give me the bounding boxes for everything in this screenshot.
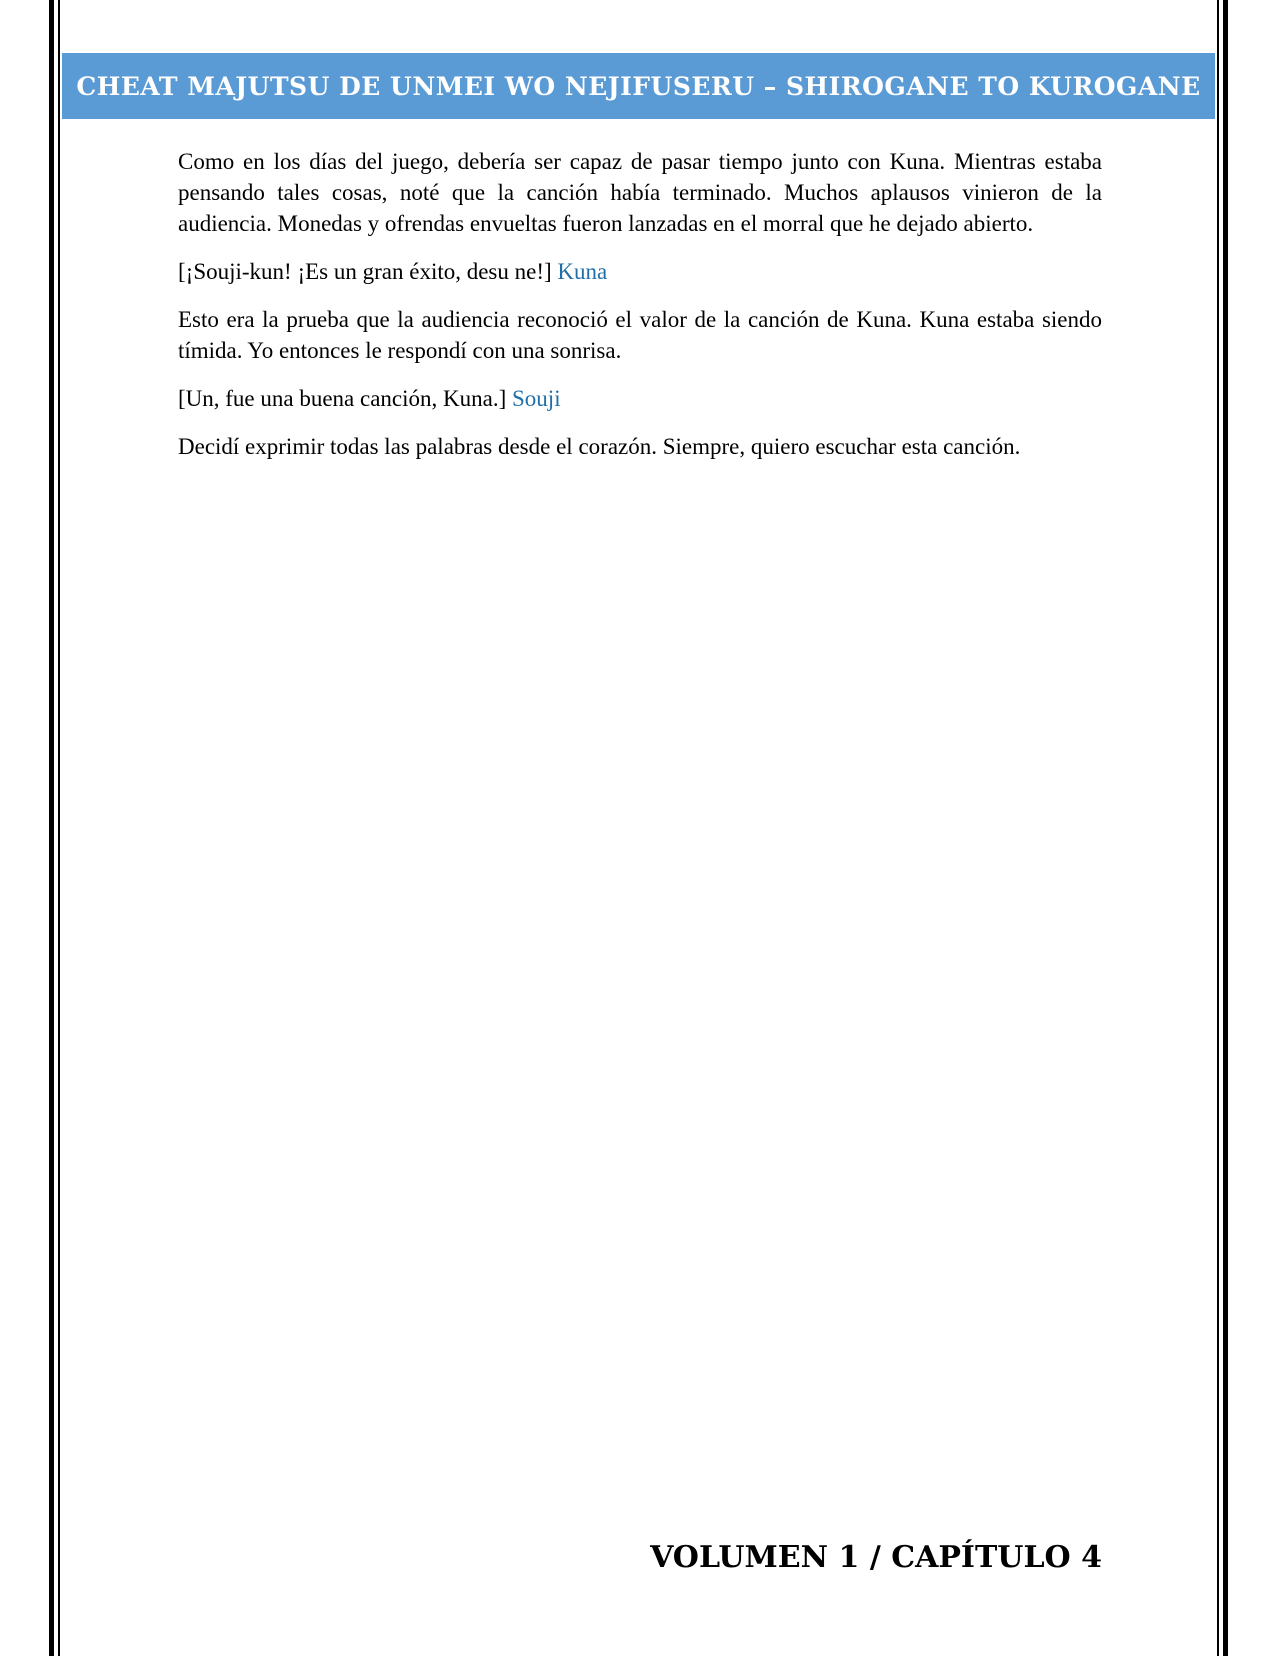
page-border-left-inner (58, 0, 60, 1656)
page-border-right-inner (1217, 0, 1219, 1656)
speaker-name: Kuna (557, 259, 608, 284)
page-border-right-outer (1223, 0, 1228, 1656)
volume-chapter-label: VOLUMEN 1 / CAPÍTULO 4 (650, 1540, 1102, 1575)
dialogue-line (178, 383, 1102, 414)
paragraph: Como en los días del juego, debería ser capaz de pasar tiempo junto con Kuna. Mientras estaba pensando tales cosas, noté que la canción había terminado. Muchos aplausos vinieron de la audiencia. Monedas y ofrendas envueltas fueron lanzadas en el morral que he dejado abierto. (178, 149, 1102, 236)
header-title: CHEAT MAJUTSU DE UNMEI WO NEJIFUSERU – SHIROGANE TO KUROGANE (76, 71, 1201, 101)
page-border-left-outer (49, 0, 54, 1656)
dialogue-text: [¡Souji-kun! ¡Es un gran éxito, desu ne!] (178, 259, 552, 284)
paragraph: Esto era la prueba que la audiencia reconoció el valor de la canción de Kuna. Kuna estaba siendo tímida. Yo entonces le respondí con una sonrisa. (178, 307, 1102, 363)
header-band (62, 53, 1215, 119)
paragraph: Decidí exprimir todas las palabras desde el corazón. Siempre, quiero escuchar esta canción. (178, 434, 1021, 459)
dialogue-line (178, 256, 1102, 287)
speaker-name: Souji (512, 386, 561, 411)
dialogue-text: [Un, fue una buena canción, Kuna.] (178, 386, 507, 411)
document-body (178, 146, 1102, 479)
